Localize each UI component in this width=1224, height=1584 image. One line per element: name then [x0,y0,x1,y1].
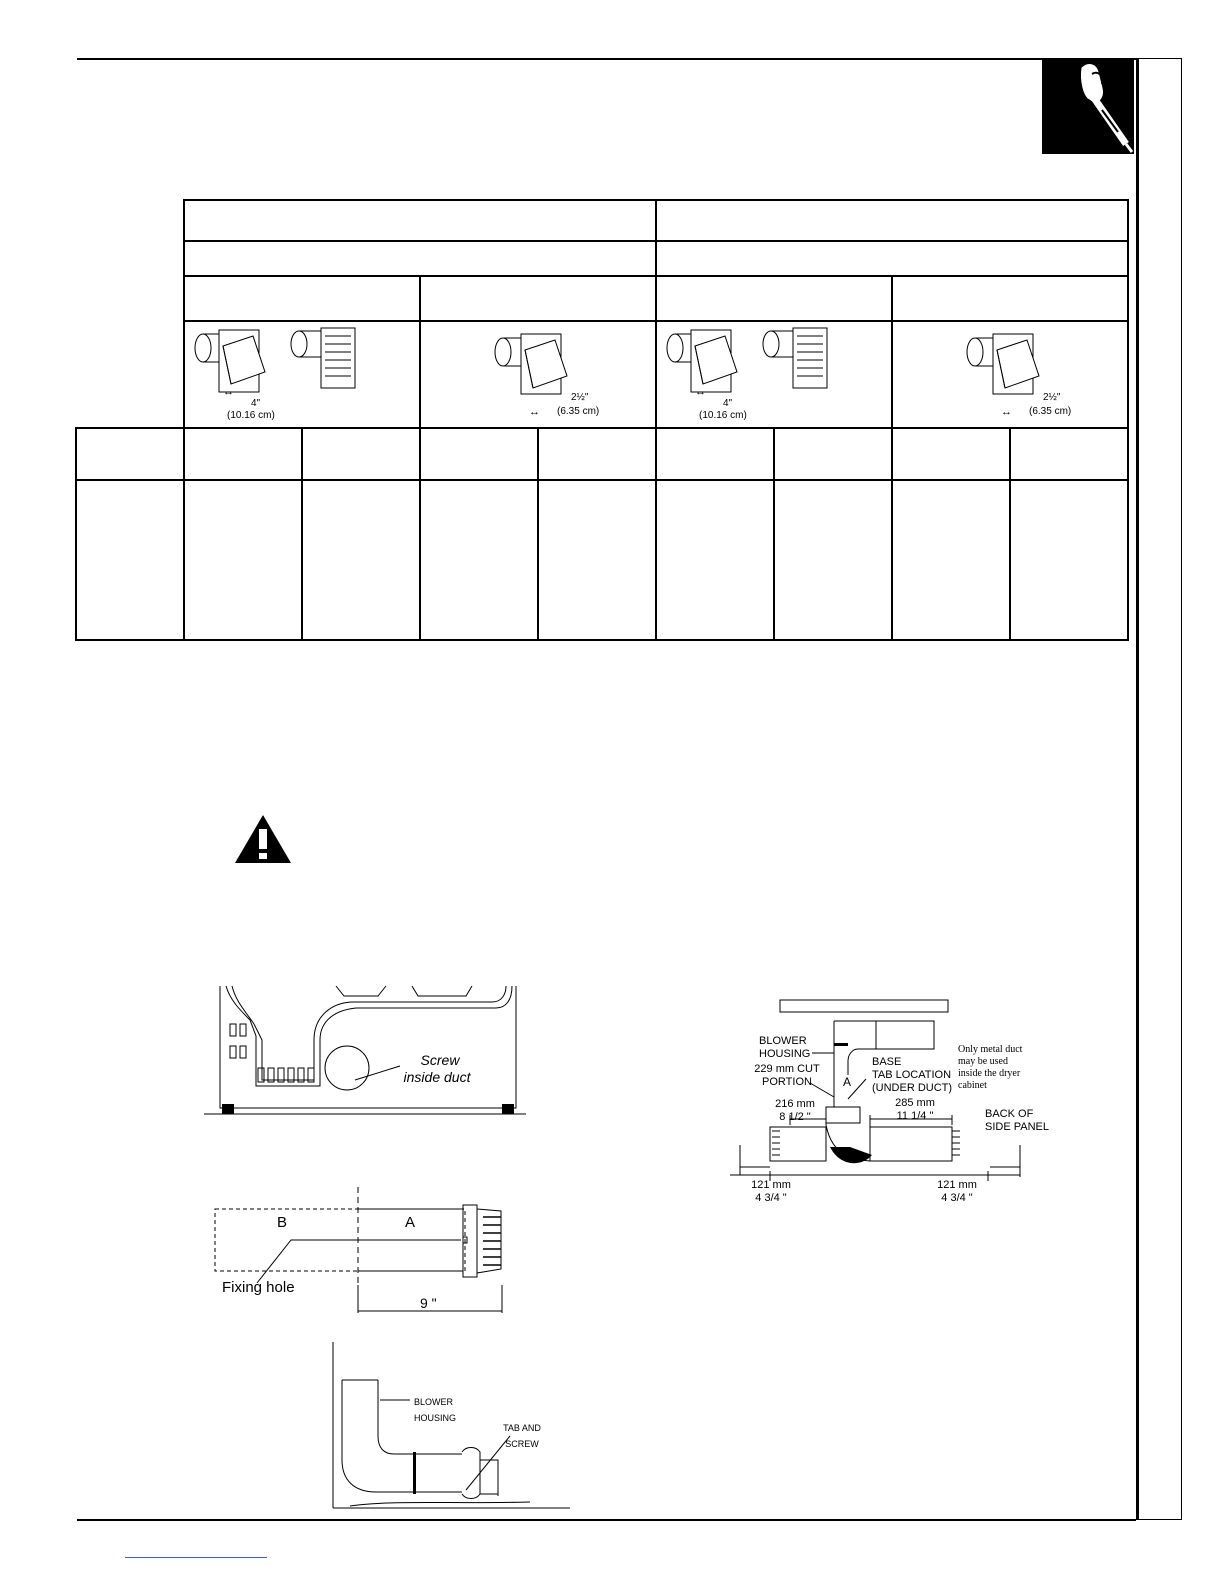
blower-housing-label-line2: HOUSING [414,1413,457,1423]
right-dim-in: 11 1/4 " [896,1110,934,1122]
hood-2-5in-icon [491,330,581,396]
blower-housing-label-line1: BLOWER [414,1397,454,1407]
hood-2-5in-dim-cm: (6.35 cm) [557,406,600,417]
dryer-cabinet-figure [200,980,530,1120]
tab-label-line1: TAB AND [503,1423,541,1433]
duct-dimension-label: 9 " [420,1295,437,1311]
bottom-left-in: 4 3/4 " [755,1192,787,1204]
footer-link-underline[interactable] [125,1557,267,1558]
duct-label-a: A [405,1214,416,1231]
top-view-label-a: A [843,1075,852,1089]
installation-hand-icon [1042,58,1134,154]
bottom-left-mm: 121 mm [751,1179,791,1191]
back-of-side-panel-label [985,1108,1049,1134]
hood-2-5in-dim-right: 2½" [1043,392,1061,403]
hood-4in-dim-cm: (10.16 cm) [227,410,275,421]
bottom-right-dimension-label [934,1179,980,1205]
metal-duct-note-line4: cabinet [958,1080,987,1091]
base-tab-line3: (UNDER DUCT) [872,1082,953,1094]
top-rule [77,58,1136,60]
hood-4in-dim: 4" [251,398,261,409]
bottom-left-dimension-label [748,1179,794,1205]
base-tab-location-label [872,1056,952,1095]
cut-portion-line1: 229 mm CUT [754,1063,820,1075]
louvered-hood-pair-icon [191,326,371,396]
base-tab-line1: BASE [872,1056,902,1068]
hood-4in-cell [184,321,420,428]
metal-duct-note-line1: Only metal duct [958,1044,1023,1055]
hood-2-5in-arrow: ↔ [529,406,540,418]
hood-2-5in-arrow-right: ↔ [1001,406,1012,418]
left-dim-mm: 216 mm [775,1098,815,1110]
cut-portion-label [754,1063,820,1089]
blower-housing-label [414,1394,456,1426]
warning-triangle-icon [233,813,293,865]
hood-4in-dim-cm-right: (10.16 cm) [699,410,747,421]
duct-fixing-hole-figure [205,1185,515,1320]
tab-label-line2: SCREW [505,1439,539,1449]
bottom-right-mm: 121 mm [937,1179,977,1191]
top-view-blower-line2: HOUSING [759,1048,811,1060]
duct-label-b: B [277,1214,288,1231]
exhaust-hood-table [75,199,1129,641]
bottom-right-in: 4 3/4 " [941,1192,973,1204]
cut-portion-line2: PORTION [762,1076,812,1088]
hood-4in-dim-right: 4" [723,398,733,409]
hood-2-5in-cell-right [892,321,1128,428]
fixing-hole-label: Fixing hole [222,1279,295,1296]
tab-and-screw-label [502,1420,542,1452]
left-dim-in: 8 1/2 " [779,1111,811,1123]
page-sidebar-tab [1136,58,1182,1520]
top-view-blower-line1: BLOWER [759,1035,807,1047]
screw-inside-duct-label [405,1052,475,1086]
metal-duct-note-line2: may be used [958,1056,1008,1067]
hood-4in-arrow-right: ↔ [695,386,706,398]
hood-2-5in-icon-right [963,330,1053,396]
louvered-hood-pair-icon-right [663,326,843,396]
hood-2-5in-dim: 2½" [571,392,589,403]
metal-duct-note-line3: inside the dryer [958,1068,1021,1079]
back-of-side-panel-line2: SIDE PANEL [985,1121,1049,1133]
hood-2-5in-dim-cm-right: (6.35 cm) [1029,406,1072,417]
left-dimension-label [770,1098,820,1124]
back-of-side-panel-line1: BACK OF [985,1108,1034,1120]
bottom-rule [77,1519,1136,1521]
metal-duct-note [958,1044,1022,1092]
right-dimension-label [890,1097,940,1123]
hood-4in-cell-right [656,321,892,428]
top-view-blower-label [759,1035,810,1061]
hood-4in-arrow: ↔ [223,386,234,398]
screw-label-line1: Screw [420,1052,460,1068]
right-dim-mm: 285 mm [895,1097,935,1109]
screw-label-line2: inside duct [403,1069,471,1085]
hood-2-5in-cell [420,321,656,428]
base-tab-line2: TAB LOCATION [872,1069,952,1081]
